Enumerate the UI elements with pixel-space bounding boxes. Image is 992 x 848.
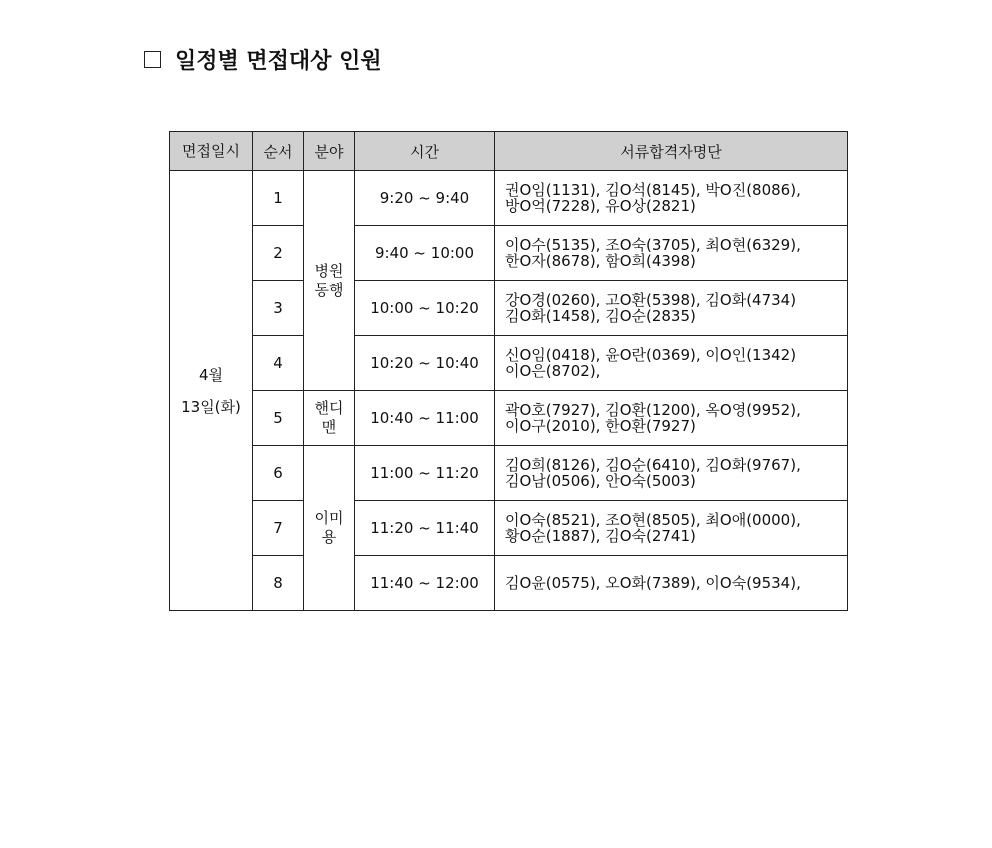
table-row: [170, 281, 848, 336]
order-cell: 7: [253, 501, 304, 556]
names-cell: 곽O호(7927), 김O환(1200), 옥O영(9952), 이O구(2010), 한O환(7927): [495, 391, 848, 446]
interview-schedule-table: [169, 131, 848, 611]
header-names: 서류합격자명단: [495, 132, 848, 171]
time-cell: 9:20 ~ 9:40: [355, 171, 495, 226]
heading-text: 일정별 면접대상 인원: [175, 48, 382, 74]
time-cell: 11:00 ~ 11:20: [355, 446, 495, 501]
table-row: [170, 226, 848, 281]
names-cell: 권O임(1131), 김O석(8145), 박O진(8086), 방O억(7228), 유O상(2821): [495, 171, 848, 226]
checkbox-square-icon: [144, 51, 161, 68]
time-cell: 10:20 ~ 10:40: [355, 336, 495, 391]
header-time: 시간: [355, 132, 495, 171]
table-row: [170, 446, 848, 501]
time-cell: 11:20 ~ 11:40: [355, 501, 495, 556]
field-cell: 핸디 맨: [304, 391, 355, 446]
header-row: [170, 132, 848, 171]
names-cell: 이O수(5135), 조O숙(3705), 최O현(6329), 한O자(8678), 함O희(4398): [495, 226, 848, 281]
header-order: 순서: [253, 132, 304, 171]
order-cell: 8: [253, 556, 304, 611]
order-cell: 2: [253, 226, 304, 281]
time-cell: 9:40 ~ 10:00: [355, 226, 495, 281]
names-cell: 신O임(0418), 윤O란(0369), 이O인(1342) 이O은(8702),: [495, 336, 848, 391]
time-cell: 10:00 ~ 10:20: [355, 281, 495, 336]
names-cell: 김O윤(0575), 오O화(7389), 이O숙(9534),: [495, 556, 848, 611]
names-cell: 강O경(0260), 고O환(5398), 김O화(4734) 김O화(1458), 김O순(2835): [495, 281, 848, 336]
names-cell: 이O숙(8521), 조O현(8505), 최O애(0000), 황O순(1887), 김O숙(2741): [495, 501, 848, 556]
order-cell: 3: [253, 281, 304, 336]
table-row: [170, 556, 848, 611]
header-date: 면접일시: [170, 132, 253, 171]
order-cell: 1: [253, 171, 304, 226]
time-cell: 11:40 ~ 12:00: [355, 556, 495, 611]
table-row: [170, 501, 848, 556]
date-cell: 4월 13일(화): [170, 171, 253, 611]
time-cell: 10:40 ~ 11:00: [355, 391, 495, 446]
order-cell: 6: [253, 446, 304, 501]
table-row: [170, 336, 848, 391]
table-row: [170, 171, 848, 226]
names-cell: 김O희(8126), 김O순(6410), 김O화(9767), 김O남(0506), 안O숙(5003): [495, 446, 848, 501]
field-cell: 이미 용: [304, 446, 355, 611]
table-row: [170, 391, 848, 446]
order-cell: 4: [253, 336, 304, 391]
section-heading: [144, 44, 382, 75]
header-field: 분야: [304, 132, 355, 171]
field-cell: 병원 동행: [304, 171, 355, 391]
order-cell: 5: [253, 391, 304, 446]
